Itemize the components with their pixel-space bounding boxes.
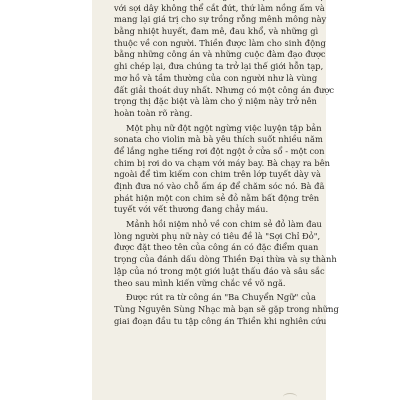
text-line: tuyết với vết thương đang chảy máu. xyxy=(114,204,269,215)
text-line: theo sau mình kiến vững chắc về võ ngã. xyxy=(114,277,286,288)
text-line: sonata cho violin mà bà yêu thích suốt nhiều năm xyxy=(114,134,323,145)
paragraph xyxy=(114,122,330,217)
paragraph xyxy=(114,219,337,289)
text-line: bằng những công án và những cuộc đàm đạo được xyxy=(114,49,326,60)
text-line: định đưa nó vào chỗ ấm áp để chăm sóc nó. Bà đã xyxy=(114,181,325,191)
text-line: với sợi dây không thể cắt đứt, thứ làm nồng ấm và xyxy=(114,2,325,13)
text-line: Tùng Nguyên Sùng Nhạc mà bạn sẽ gặp trong những xyxy=(114,303,339,314)
page-corner-mark xyxy=(283,393,297,401)
paragraph xyxy=(114,292,339,327)
text-line: Mảnh hồi niệm nhỏ về con chim sẻ đỏ làm đau xyxy=(126,219,322,230)
text-line: trọng thị đặc biệt và làm cho ý niệm này trở nên xyxy=(114,96,317,107)
text-line: được đặt theo tên của công án có đặc điểm quan xyxy=(114,242,319,253)
text-line: phát hiện một con chim sẻ đỏ nằm bất động trên xyxy=(114,192,320,203)
text-line: giai đoạn đầu tu tập công án Thiền khi nghiên cứu xyxy=(114,315,327,326)
text-line: bằng nhiệt huyết, đam mê, đau khổ, và những gì xyxy=(114,26,319,37)
text-line: chim bị rơi do va chạm với máy bay. Bà chạy ra bên xyxy=(114,157,330,168)
text-line: lập của nó trong một giới luật thấu đáo và sâu sắc xyxy=(114,265,325,276)
paragraph xyxy=(114,0,335,120)
text-line: mơ hồ và tầm thường của con người như là vùng xyxy=(114,72,318,83)
text-line: Được rút ra từ công án "Ba Chuyển Ngữ" của xyxy=(126,292,316,303)
text-line: lòng người phụ nữ này có tiêu đề là "Sợi Chỉ Đỏ", xyxy=(114,230,321,241)
text-line: thuộc về con người. Thiền được làm cho sinh động xyxy=(114,37,326,48)
text-line: Một phụ nữ đột ngột ngừng việc luyện tập bản xyxy=(126,122,322,133)
body-text xyxy=(114,0,339,327)
text-line: trọng của đánh dấu dòng Thiền Đại thừa và sự thành xyxy=(114,254,337,265)
text-line: để lắng nghe tiếng rơi đột ngột ở cửa sổ - một con xyxy=(114,145,325,156)
text-line: ghi chép lại, đưa chúng ta trở lại thế giới hỗn tạp, xyxy=(114,61,324,72)
text-line: ngoài để tìm kiếm con chim trên lớp tuyết dày và xyxy=(114,169,321,180)
text-line: hoàn toàn rõ ràng. xyxy=(114,107,193,118)
text-line: mang lại giá trị cho sự trồng rỗng mênh mông này xyxy=(114,14,327,25)
text-line: đất giải thoát duy nhất. Nhưng có một công án được xyxy=(114,84,335,95)
book-page xyxy=(92,0,339,400)
